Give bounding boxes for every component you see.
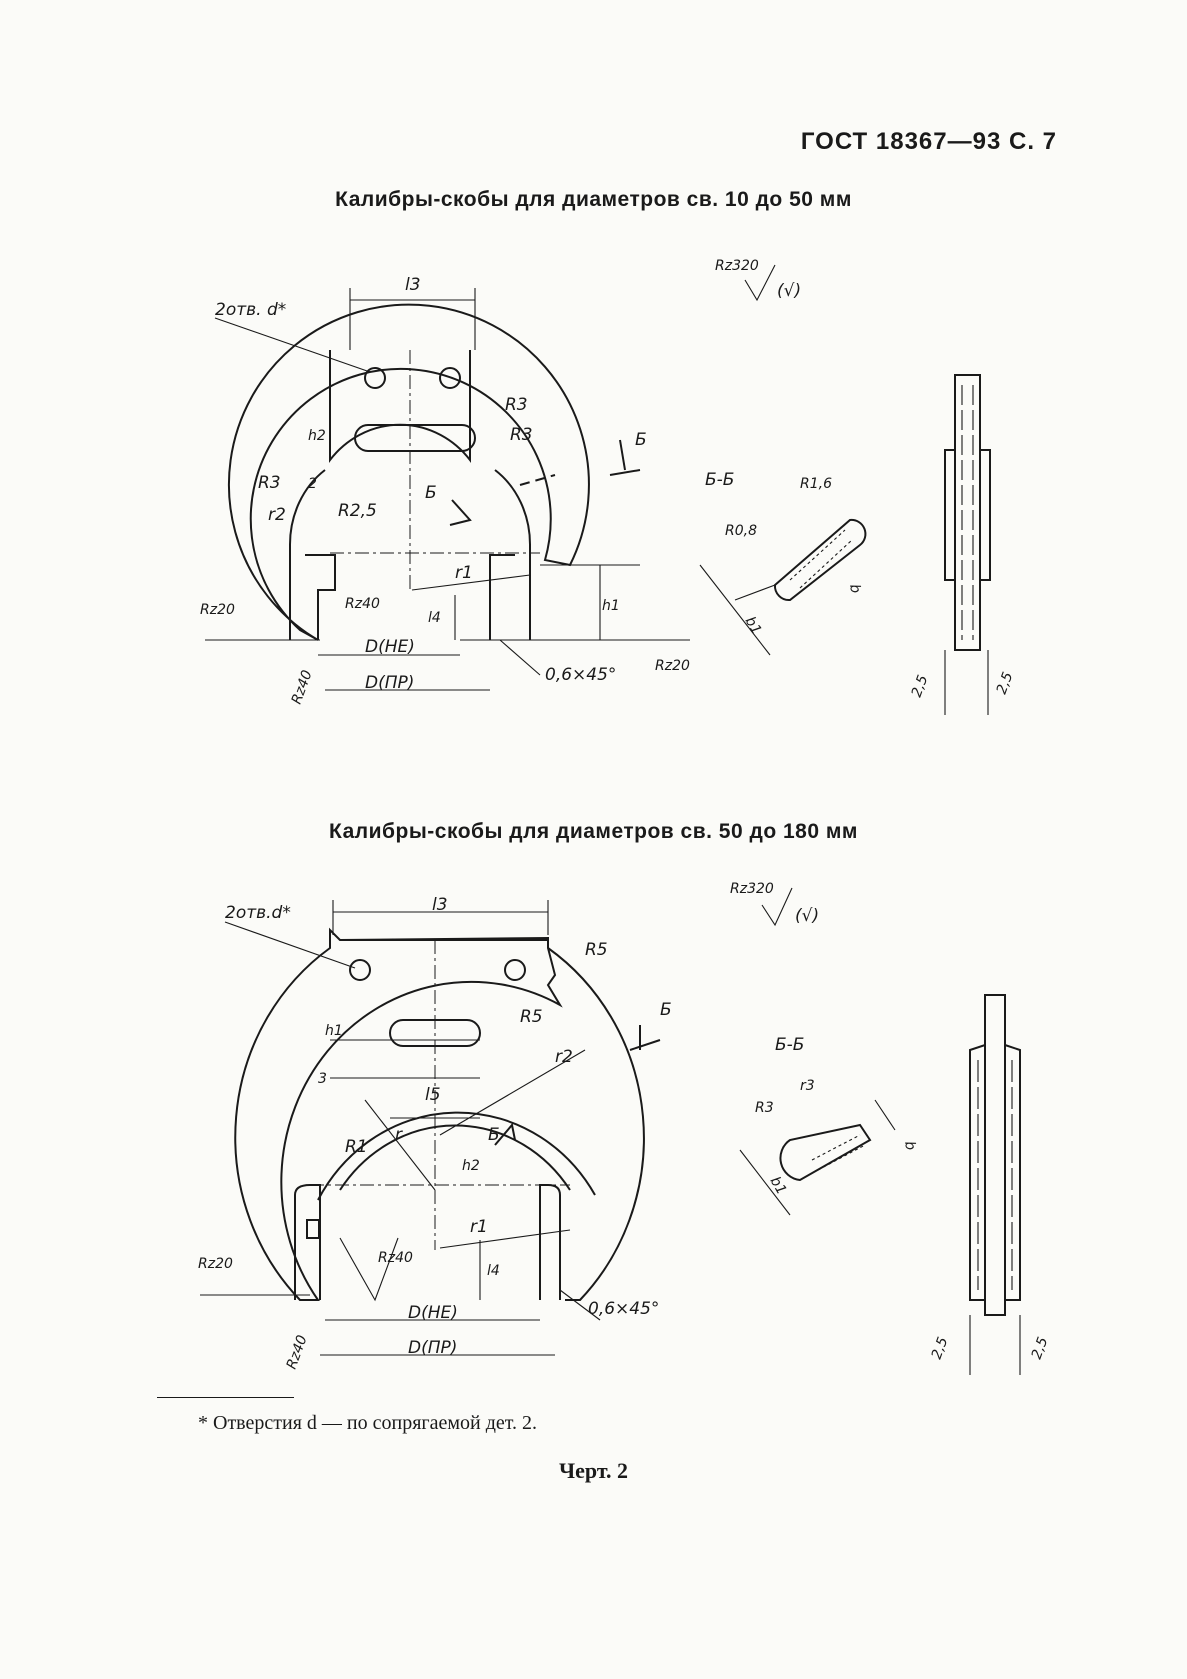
footnote-rule [157,1397,294,1398]
svg-text:l3: l3 [432,895,448,915]
svg-text:r3: r3 [800,1078,815,1094]
figure1-title: Калибры-скобы для диаметров св. 10 до 50 мм [335,188,852,211]
svg-text:D(ПР): D(ПР) [365,673,415,693]
svg-text:D(НЕ): D(НЕ) [408,1303,458,1323]
figure1-section [700,470,865,655]
svg-text:Rz320: Rz320 [730,881,774,897]
svg-text:D(НЕ): D(НЕ) [365,637,415,657]
figure2-title: Калибры-скобы для диаметров св. 50 до 180 мм [329,820,858,843]
svg-text:b: b [846,582,864,595]
svg-text:r2: r2 [555,1047,573,1067]
svg-text:(√): (√) [795,906,820,926]
svg-text:3: 3 [318,1071,327,1087]
figure2-labels [198,881,819,1371]
svg-text:R3: R3 [258,473,281,493]
svg-text:2,5: 2,5 [1028,1334,1052,1362]
svg-text:h1: h1 [602,598,620,614]
svg-text:R3: R3 [510,425,533,445]
footnote: * Отверстия d — по сопрягаемой дет. 2. [198,1412,537,1434]
svg-text:2отв. d*: 2отв. d* [215,300,287,320]
svg-text:l3: l3 [405,275,421,295]
svg-text:Rz40: Rz40 [378,1250,413,1266]
svg-text:l4: l4 [428,610,441,626]
svg-text:Б: Б [488,1125,500,1145]
svg-text:Б: Б [425,483,437,503]
svg-text:b1: b1 [741,614,765,638]
svg-text:Rz320: Rz320 [715,258,759,274]
svg-text:l4: l4 [487,1263,500,1279]
svg-text:(√): (√) [777,281,802,301]
svg-text:r1: r1 [455,563,473,583]
svg-text:R5: R5 [520,1007,543,1027]
svg-text:Б: Б [660,1000,672,1020]
svg-text:R3: R3 [505,395,528,415]
figure2-side-view [929,995,1052,1375]
svg-text:2,5: 2,5 [908,672,932,700]
svg-text:h2: h2 [308,428,326,444]
figure1-gauge-body [229,305,640,640]
svg-text:Б-Б: Б-Б [705,470,735,490]
svg-text:b1: b1 [766,1174,790,1198]
svg-text:Rz20: Rz20 [198,1256,233,1272]
svg-text:r: r [395,1125,402,1145]
figure-caption: Черт. 2 [558,1458,628,1483]
svg-text:0,6×45°: 0,6×45° [588,1299,660,1319]
svg-text:R1,6: R1,6 [800,476,832,492]
svg-text:r2: r2 [268,505,286,525]
svg-text:0,6×45°: 0,6×45° [545,665,617,685]
svg-text:Rz40: Rz40 [345,596,380,612]
svg-text:h1: h1 [325,1023,343,1039]
svg-text:Б: Б [635,430,647,450]
svg-text:b: b [901,1139,919,1152]
svg-text:2,5: 2,5 [993,669,1017,697]
document-header: ГОСТ 18367—93 С. 7 [800,128,1057,155]
svg-text:R0,8: R0,8 [725,523,757,539]
svg-text:Rz20: Rz20 [200,602,235,618]
svg-text:r1: r1 [470,1217,488,1237]
svg-text:Rz20: Rz20 [655,658,690,674]
svg-text:h2: h2 [462,1158,480,1174]
figure2-gauge-body [235,930,660,1300]
figure2-section [740,1035,918,1215]
svg-text:Б-Б: Б-Б [775,1035,805,1055]
svg-text:R5: R5 [585,940,608,960]
svg-text:2,5: 2,5 [928,1334,952,1362]
svg-text:R1: R1 [345,1137,368,1157]
svg-text:2: 2 [308,476,317,492]
svg-text:l5: l5 [425,1085,441,1105]
svg-text:R3: R3 [755,1100,774,1116]
svg-text:D(ПР): D(ПР) [408,1338,458,1358]
figure1-side-view [909,375,1017,715]
svg-text:R2,5: R2,5 [338,501,377,521]
svg-text:Rz40: Rz40 [283,1333,311,1372]
svg-text:Rz40: Rz40 [288,668,316,707]
svg-text:2отв.d*: 2отв.d* [225,903,291,923]
